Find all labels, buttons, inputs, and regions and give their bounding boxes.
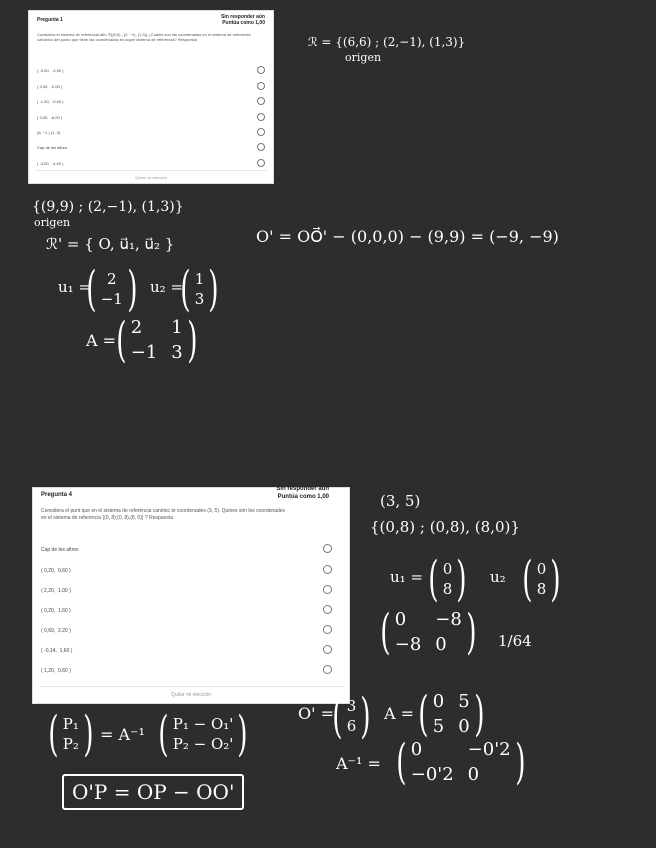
matrix-a2 — [414, 686, 488, 742]
option-label: (6, −1 ) (1, 3) — [37, 130, 61, 135]
answer-option[interactable] — [29, 143, 273, 157]
matrix-entry: 1 — [171, 317, 183, 338]
u2-vector-2 — [518, 551, 565, 607]
right-paren: ) — [550, 551, 561, 607]
matrix-entry: 2 — [130, 317, 143, 338]
question-card-4 — [33, 488, 349, 703]
matrix-a — [112, 312, 201, 368]
option-label: Cap de les altres — [41, 547, 79, 553]
option-label: Cap de les altres — [37, 145, 68, 150]
vector-entry: 8 — [536, 580, 547, 598]
o-prime-vector — [328, 688, 375, 744]
radio-button[interactable] — [323, 665, 332, 674]
answer-option[interactable] — [29, 113, 273, 127]
left-paren: ( — [158, 706, 169, 762]
question-title: Pregunta 1 — [37, 17, 63, 23]
matrix-a-label: A = — [86, 331, 117, 350]
question-card-1 — [29, 11, 273, 183]
note-reference-4: {(0,8) ; (0,8), (8,0)} — [370, 518, 520, 536]
question-text: Considera el punt que en el sistema de referència canònic té coordenades (3, 5). Quines són les coordenades en el sistema de referència {(0, 8);(0, 8),(8, 0)} ? Respuesta — [41, 508, 286, 521]
answer-option[interactable] — [33, 605, 349, 619]
radio-button[interactable] — [323, 625, 332, 634]
radio-button[interactable] — [257, 82, 265, 90]
option-label: ( 0,20, 0,60 ) — [41, 568, 71, 574]
matrix-entry: −8 — [394, 634, 422, 655]
status-score: Puntúa como 1,00 — [222, 20, 265, 27]
right-paren: ) — [514, 734, 526, 790]
right-paren: ) — [83, 706, 94, 762]
note-origin-calculation: O' = OO⃗' − (0,0,0) − (9,9) = (−9, −9) — [256, 227, 559, 246]
radio-button[interactable] — [323, 645, 332, 654]
option-label: ( -1,00, -9,00 ) — [37, 99, 64, 104]
u1-label: u₁ = — [58, 278, 92, 296]
note-point: (3, 5) — [380, 492, 421, 510]
answer-option[interactable] — [29, 128, 273, 142]
a-inverse-label: A⁻¹ = — [336, 754, 381, 773]
option-label: ( 3,00, -9,00 ) — [37, 84, 63, 89]
matrix-entry: 0 — [394, 609, 407, 630]
option-label: ( 2,20, 1,00 ) — [41, 588, 71, 594]
left-paren: ( — [116, 312, 127, 368]
vector-entry: P₁ − O₁' — [172, 715, 234, 733]
clear-choice-button[interactable]: Quitar mi elección — [39, 686, 343, 703]
left-paren: ( — [428, 551, 439, 607]
vector-entry: 1 — [194, 270, 205, 288]
radio-button[interactable] — [257, 97, 265, 105]
status-unanswered: Sin responder aún — [276, 486, 329, 492]
answer-option[interactable] — [33, 645, 349, 659]
vector-entry: 3 — [346, 697, 357, 715]
left-paren: ( — [396, 734, 407, 790]
radio-button[interactable] — [323, 605, 332, 614]
matrix-entry: 3 — [171, 342, 183, 363]
answer-option[interactable] — [29, 66, 273, 80]
radio-button[interactable] — [257, 159, 265, 167]
matrix-entry: −0'2 — [410, 764, 454, 785]
radio-button[interactable] — [323, 565, 332, 574]
left-paren: ( — [332, 688, 343, 744]
matrix-entry: −1 — [130, 342, 158, 363]
vector-entry: P₁ — [62, 715, 79, 733]
matrix-entry: −0'2 — [467, 739, 511, 760]
left-paren: ( — [48, 706, 59, 762]
a-inverse-matrix — [392, 734, 529, 790]
radio-button[interactable] — [257, 113, 265, 121]
radio-button[interactable] — [323, 544, 332, 553]
note-new-reference: {(9,9) ; (2,−1), (1,3)} — [32, 199, 184, 215]
answer-option[interactable] — [29, 82, 273, 96]
vector-entry: 2 — [107, 270, 117, 288]
option-label: ( -3,00, -4,00 ) — [37, 161, 64, 166]
u2-label-2: u₂ — [490, 568, 506, 586]
answer-option[interactable] — [33, 565, 349, 579]
right-paren: ) — [208, 261, 219, 317]
left-paren: ( — [522, 551, 533, 607]
vector-entry: 3 — [194, 290, 205, 308]
vector-entry: −1 — [100, 290, 123, 308]
option-label: ( 3,00, -6,00 ) — [37, 115, 63, 120]
matrix-entry: 5 — [432, 716, 445, 737]
question-status — [221, 14, 265, 27]
clear-choice-button[interactable]: Quitar mi elección — [35, 170, 267, 184]
matrix-entry: −8 — [435, 609, 462, 630]
answer-option[interactable] — [33, 544, 349, 558]
vector-entry: 0 — [536, 560, 547, 578]
vector-entry: P₂ — [62, 735, 79, 753]
note-reference-system: ℛ = {(6,6) ; (2,−1), (1,3)} — [308, 35, 466, 49]
matrix-entry: 0 — [458, 716, 470, 737]
matrix-entry: 0 — [467, 764, 480, 785]
note-origin-label-2: origen — [34, 216, 71, 229]
p-minus-o-vector — [154, 706, 252, 762]
boxed-formula: O'P = OP − OO' — [62, 774, 244, 810]
u2-vector — [176, 261, 223, 317]
note-origin-label: origen — [345, 51, 382, 64]
option-label: ( -0,14, 1,60 ) — [41, 648, 73, 654]
note-reference-prime: ℛ' = { O, u⃗₁, u⃗₂ } — [46, 235, 175, 253]
vector-entry: P₂ − O₂' — [172, 735, 234, 753]
left-paren: ( — [180, 261, 191, 317]
right-paren: ) — [186, 312, 198, 368]
option-label: ( 0,60, 2,20 ) — [41, 628, 71, 634]
question-text: Considera el sistema de referencia afín ℛ{(6,6) ; (2, −1), (1,3)} ¿Cuáles son las coordenadas en el sistema de referencia canónico del punto que tiene las coordenadas en aquel sistema de referencia? Respuesta — [37, 32, 251, 43]
right-paren: ) — [473, 686, 485, 742]
status-score: Puntúa como 1,00 — [277, 493, 329, 500]
answer-option[interactable] — [33, 665, 349, 679]
matrix-entry: 0 — [435, 634, 447, 655]
right-paren: ) — [360, 688, 371, 744]
fraction-note: 1/64 — [498, 632, 532, 650]
o-prime-label: O' = — [298, 704, 335, 723]
u1-vector — [82, 261, 142, 317]
p-vector — [44, 706, 98, 762]
left-paren: ( — [418, 686, 429, 742]
matrix-entry: 0 — [432, 691, 445, 712]
radio-button[interactable] — [323, 585, 332, 594]
matrix-entry: 5 — [458, 691, 470, 712]
matrix-m — [376, 604, 481, 660]
vector-entry: 8 — [442, 580, 453, 598]
a-inverse-product: = A⁻¹ — [100, 725, 145, 744]
right-paren: ) — [466, 604, 477, 660]
u1-vector-2 — [424, 551, 471, 607]
right-paren: ) — [237, 706, 248, 762]
answer-option[interactable] — [29, 97, 273, 111]
vector-entry: 0 — [442, 560, 453, 578]
answer-option[interactable] — [33, 585, 349, 599]
left-paren: ( — [86, 261, 97, 317]
radio-button[interactable] — [257, 143, 265, 151]
matrix-entry: 0 — [410, 739, 423, 760]
radio-button[interactable] — [257, 128, 265, 136]
vector-entry: 6 — [346, 717, 357, 735]
u1-label-2: u₁ = — [390, 568, 424, 586]
option-label: ( 0,20, 1,60 ) — [41, 608, 71, 614]
question-title: Pregunta 4 — [41, 492, 73, 498]
option-label: ( -3,00, -3,00 ) — [37, 68, 64, 73]
option-label: ( 1,20, 0,60 ) — [41, 668, 71, 674]
radio-button[interactable] — [257, 66, 265, 74]
left-paren: ( — [380, 604, 391, 660]
status-unanswered: Sin responder aún — [221, 14, 265, 20]
question-status — [276, 486, 329, 501]
right-paren: ) — [456, 551, 467, 607]
answer-option[interactable] — [33, 625, 349, 639]
u2-label: u₂ = — [150, 278, 184, 296]
matrix-a2-label: A = — [384, 704, 415, 723]
right-paren: ) — [127, 261, 138, 317]
